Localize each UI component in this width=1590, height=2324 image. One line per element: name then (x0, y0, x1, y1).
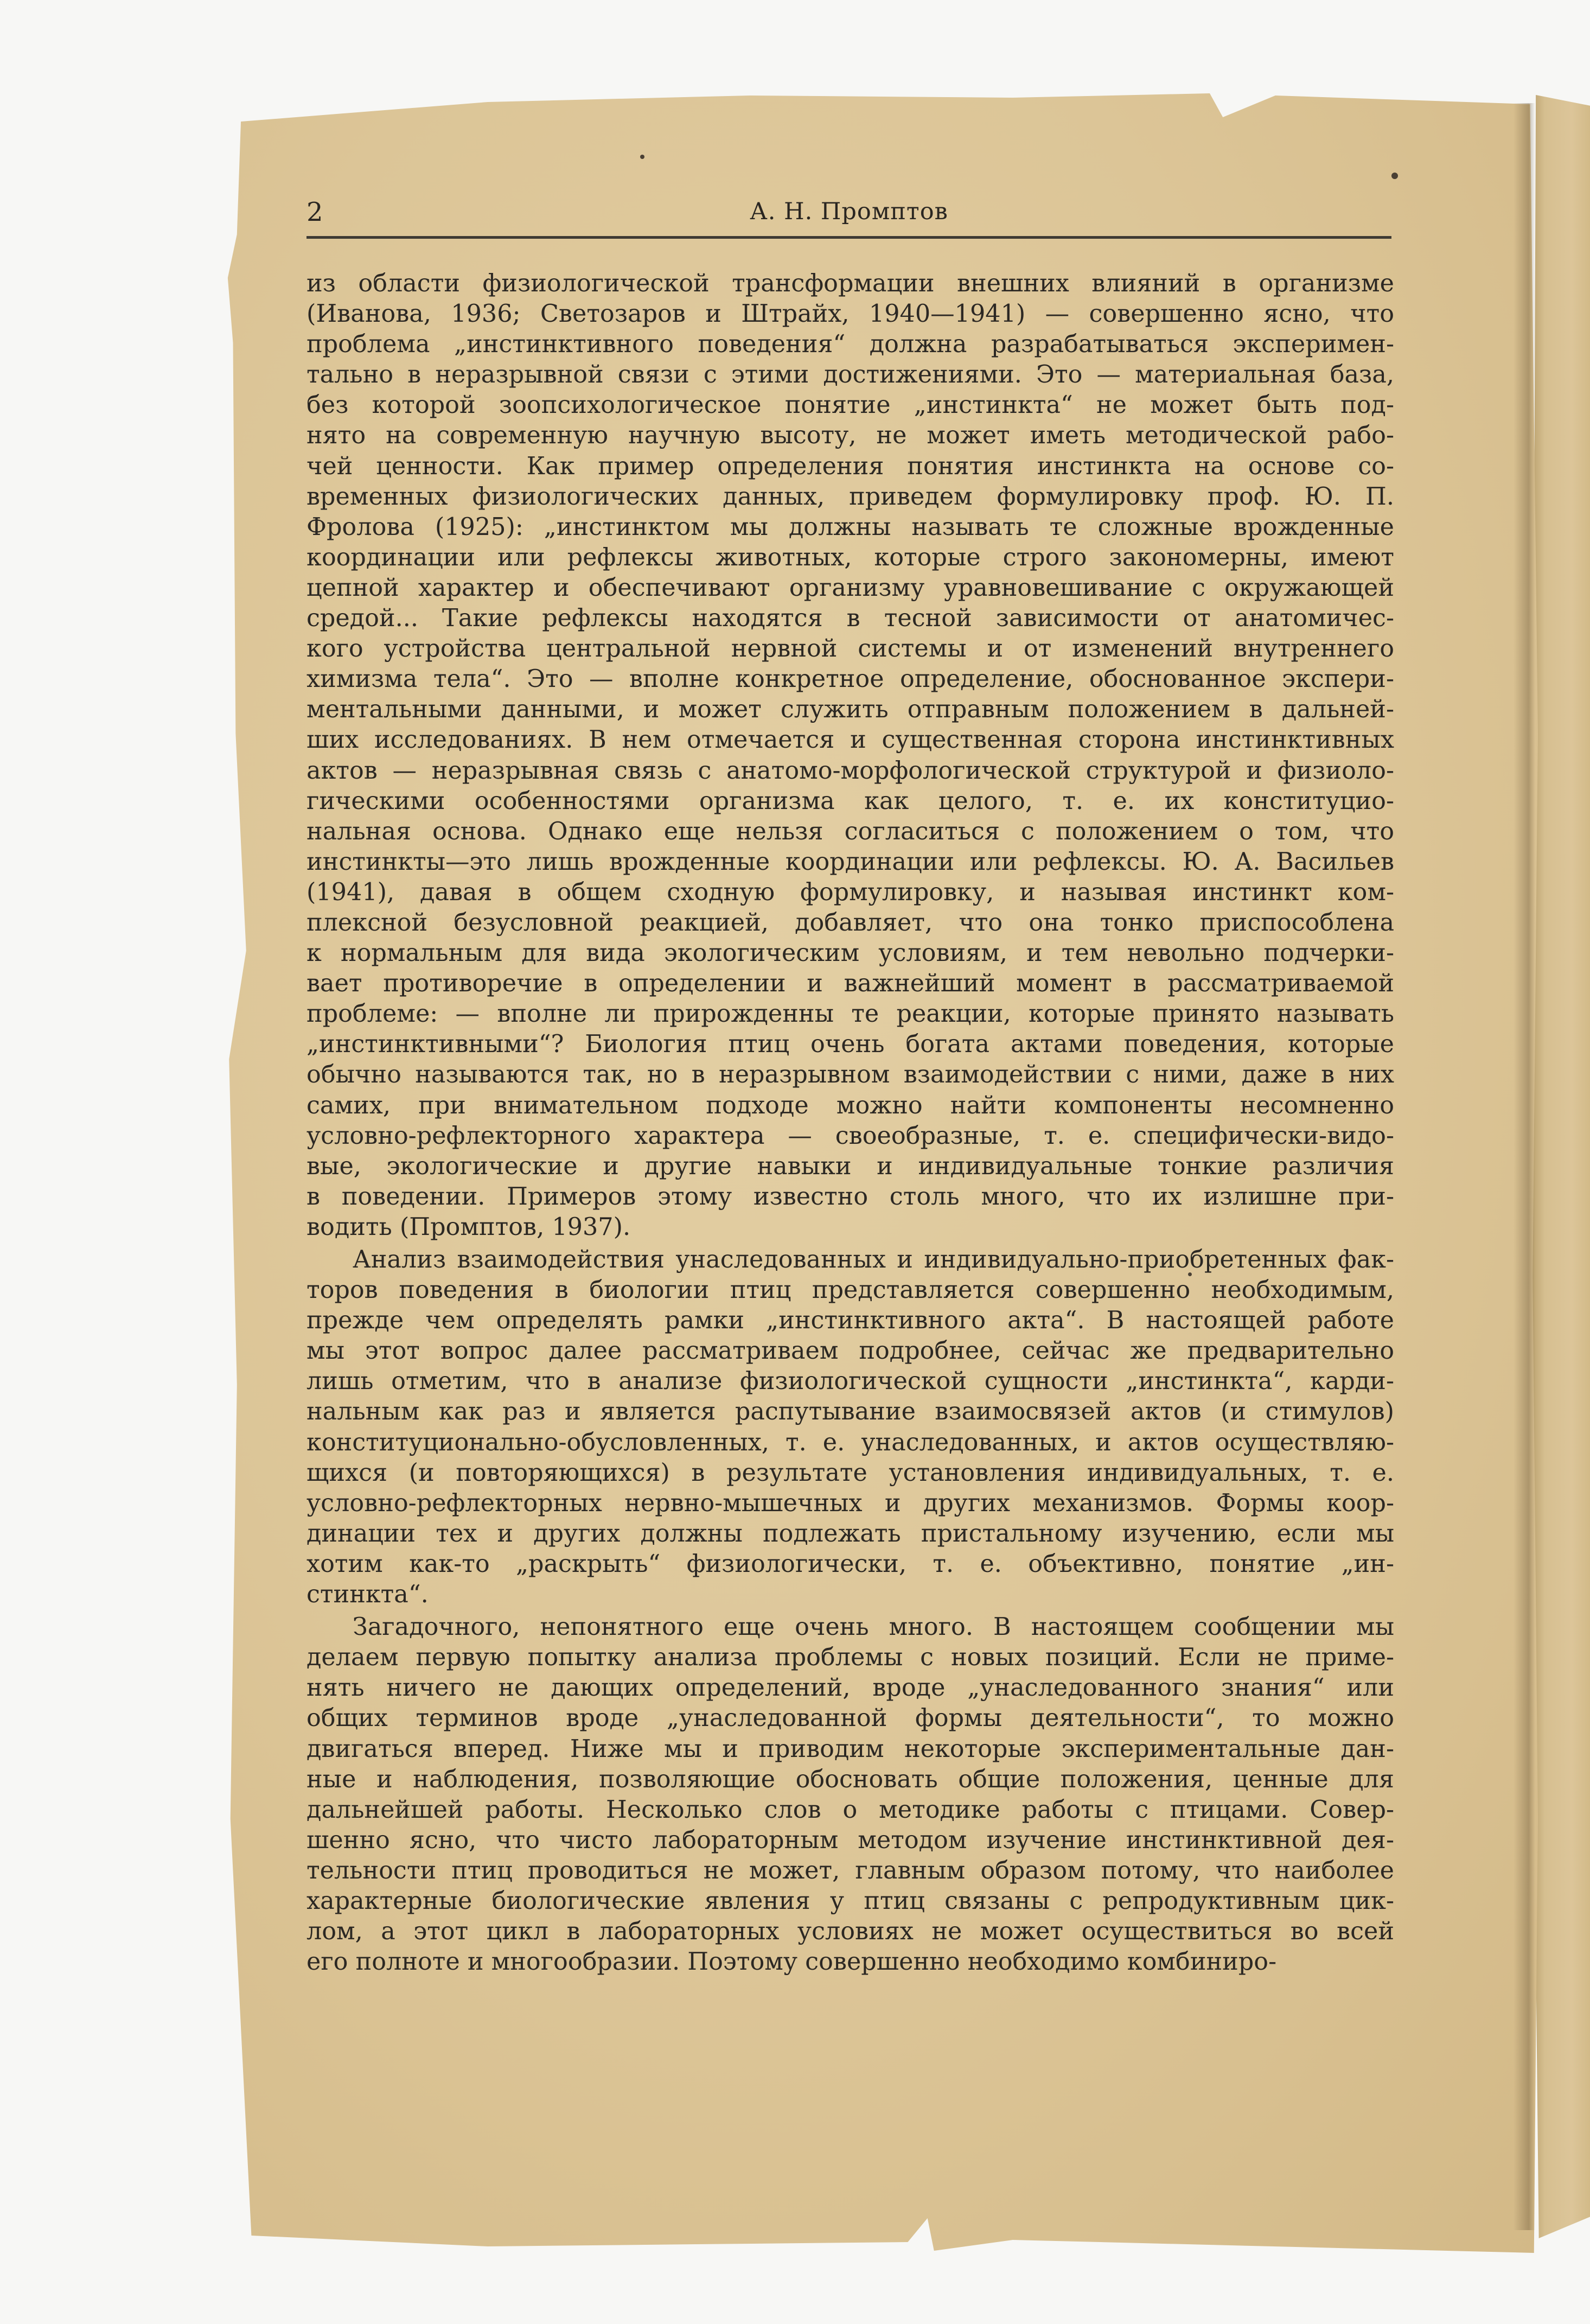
text-line: нальная основа. Однако еще нельзя согласиться с положением о том, что (306, 817, 1394, 845)
text-line: прежде чем определять рамки „инстинктивного акта“. В настоящей работе (306, 1307, 1394, 1335)
text-line: временных физиологических данных, приведем формулировку проф. Ю. П. (306, 482, 1394, 511)
text-line: условно-рефлекторного характера — своеобразные, т. е. специфически-видо- (306, 1122, 1394, 1150)
text-line: водить (Промптов, 1937). (306, 1213, 631, 1241)
text-line: конституционально-обусловленных, т. е. унаследованных, и актов осуществляю- (306, 1428, 1394, 1456)
text-line: хотим как-то „раскрыть“ физиологически, т. е. объективно, понятие „ин- (306, 1550, 1394, 1578)
text-line: нято на современную научную высоту, не может иметь методической рабо- (306, 422, 1394, 450)
text-line: динации тех и других должны подлежать пристальному изучению, если мы (306, 1519, 1394, 1548)
text-line: щихся (и повторяющихся) в результате установления индивидуальных, т. е. (306, 1459, 1394, 1487)
text-line: шенно ясно, что чисто лабораторным методом изучение инстинктивной дея- (306, 1826, 1394, 1854)
text-line: самих, при внимательном подходе можно найти компоненты несомненно (306, 1091, 1394, 1119)
text-line: нять ничего не дающих определений, вроде „унаследованного знания“ или (306, 1674, 1394, 1702)
text-line: проблема „инстинктивного поведения“ должна разрабатываться эксперимен- (306, 330, 1394, 359)
text-line: из области физиологической трансформации внешних влияний в организме (306, 270, 1394, 297)
text-line: делаем первую попытку анализа проблемы с новых позиций. Если не приме- (306, 1644, 1394, 1672)
text-line: (Иванова, 1936; Светозаров и Штрайх, 1940—1941) — совершенно ясно, что (306, 300, 1394, 328)
text-line: ших исследованиях. В нем отмечается и существенная сторона инстинктивных (306, 726, 1394, 754)
text-line: лом, а этот цикл в лабораторных условиях не может осуществиться во всей (306, 1918, 1394, 1946)
paper-speck (640, 155, 644, 159)
text-line: проблеме: — вполне ли прирожденны те реакции, которые принято называть (306, 1000, 1394, 1028)
text-line: дальнейшей работы. Несколько слов о методике работы с птицами. Совер- (306, 1795, 1394, 1824)
text-line: Анализ взаимодействия унаследованных и индивидуально-приобретенных фак- (353, 1246, 1394, 1274)
text-line: ные и наблюдения, позволяющие обосновать общие положения, ценные для (306, 1765, 1394, 1793)
text-line: стинкта“. (306, 1581, 429, 1609)
text-line: инстинкты—это лишь врожденные координации или рефлексы. Ю. А. Васильев (306, 848, 1394, 876)
running-head: А. Н. Промптов (750, 198, 948, 225)
page-number: 2 (306, 197, 323, 227)
text-line: кого устройства центральной нервной системы и от изменений внутреннего (306, 635, 1394, 663)
page-header (306, 193, 1391, 239)
text-line: вает противоречие в определении и важнейший момент в рассматриваемой (306, 970, 1394, 998)
text-line: (1941), давая в общем сходную формулировку, и называя инстинкт ком- (306, 878, 1394, 906)
text-line: гическими особенностями организма как целого, т. е. их конституцио- (306, 787, 1394, 815)
text-line: двигаться вперед. Ниже мы и приводим некоторые экспериментальные дан- (306, 1735, 1394, 1763)
text-line: обычно называются так, но в неразрывном взаимодействии с ними, даже в них (306, 1061, 1394, 1089)
adjacent-page-edge (1530, 95, 1590, 2238)
text-line: Фролова (1925): „инстинктом мы должны называть те сложные врожденные (306, 513, 1394, 541)
text-line: химизма тела“. Это — вполне конкретное определение, обоснованное экспери- (306, 665, 1394, 693)
text-line: условно-рефлекторных нервно-мышечных и других механизмов. Формы коор- (306, 1489, 1394, 1517)
text-line: мы этот вопрос далее рассматриваем подробнее, сейчас же предварительно (306, 1337, 1394, 1365)
text-line: чей ценности. Как пример определения понятия инстинкта на основе со- (306, 452, 1394, 480)
text-line: торов поведения в биологии птиц представляется совершенно необходимым, (306, 1276, 1394, 1304)
text-line: лишь отметим, что в анализе физиологической сущности „инстинкта“, карди- (306, 1367, 1394, 1396)
text-line: средой... Такие рефлексы находятся в тесной зависимости от анатомичес- (306, 604, 1394, 633)
text-line: ментальными данными, и может служить отправным положением в дальней- (306, 696, 1394, 724)
body-text (306, 269, 1394, 1977)
text-line: характерные биологические явления у птиц связаны с репродуктивным цик- (306, 1887, 1394, 1915)
text-line: его полноте и многообразии. Поэтому совершенно необходимо комбиниро- (306, 1948, 1277, 1976)
text-line: плексной безусловной реакцией, добавляет, что она тонко приспособлена (306, 908, 1394, 937)
paper-speck (1391, 173, 1398, 179)
text-line: без которой зоопсихологическое понятие „инстинкта“ не может быть под- (306, 391, 1394, 419)
text-line: нальным как раз и является распутывание взаимосвязей актов (и стимулов) (306, 1398, 1394, 1426)
page-gutter-shadow (1514, 103, 1535, 2230)
text-line: актов — неразрывная связь с анатомо-морфологической структурой и физиоло- (306, 756, 1394, 785)
text-line: общих терминов вроде „унаследованной формы деятельности“, то можно (306, 1704, 1394, 1733)
text-line: в поведении. Примеров этому известно столь много, что их излишне при- (306, 1182, 1394, 1211)
text-line: тально в неразрывной связи с этими достижениями. Это — материальная база, (306, 361, 1394, 389)
text-line: Загадочного, непонятного еще очень много. В настоящем сообщении мы (353, 1613, 1394, 1641)
text-line: координации или рефлексы животных, которые строго закономерны, имеют (306, 543, 1394, 571)
text-line: „инстинктивными“? Биология птиц очень богата актами поведения, которые (306, 1030, 1394, 1059)
text-line: цепной характер и обеспечивают организму уравновешивание с окружающей (306, 574, 1394, 602)
text-line: тельности птиц проводиться не может, главным образом потому, что наиболее (306, 1856, 1394, 1884)
text-line: к нормальным для вида экологическим условиям, и тем невольно подчерки- (306, 939, 1394, 967)
text-line: вые, экологические и другие навыки и индивидуальные тонкие различия (306, 1152, 1394, 1180)
